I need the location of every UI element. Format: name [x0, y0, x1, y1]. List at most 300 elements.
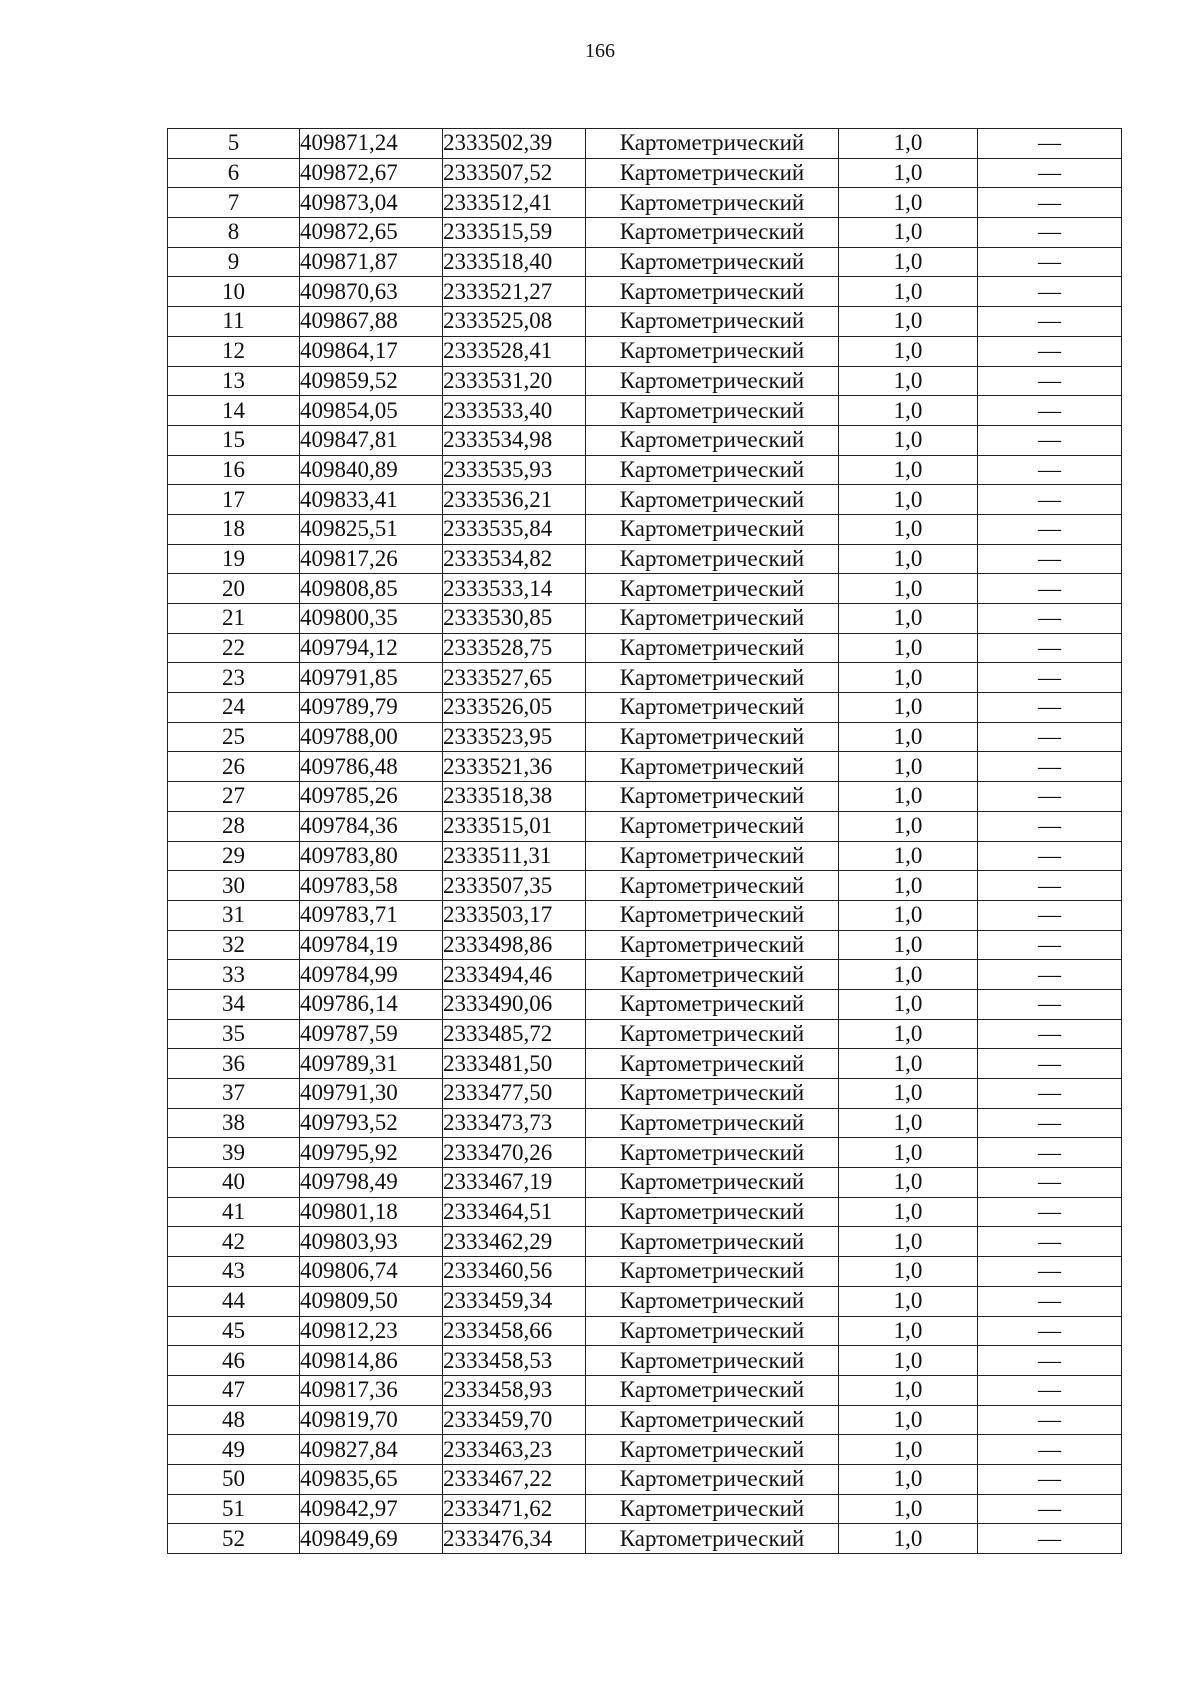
x-coordinate-cell: 409783,80 — [300, 841, 443, 871]
note-cell: — — [978, 930, 1122, 960]
method-cell: Картометрический — [586, 1079, 839, 1109]
accuracy-cell: 1,0 — [839, 1108, 978, 1138]
table-row — [168, 1257, 1122, 1287]
x-coordinate-cell: 409793,52 — [300, 1108, 443, 1138]
table-row — [168, 1375, 1122, 1405]
note-cell: — — [978, 1286, 1122, 1316]
table-row — [168, 604, 1122, 634]
note-cell: — — [978, 425, 1122, 455]
method-cell: Картометрический — [586, 1375, 839, 1405]
x-coordinate-cell: 409800,35 — [300, 604, 443, 634]
accuracy-cell: 1,0 — [839, 396, 978, 426]
accuracy-cell: 1,0 — [839, 1019, 978, 1049]
x-coordinate-cell: 409783,71 — [300, 900, 443, 930]
method-cell: Картометрический — [586, 693, 839, 723]
table-row — [168, 960, 1122, 990]
y-coordinate-cell: 2333464,51 — [443, 1197, 586, 1227]
point-number-cell: 14 — [168, 396, 300, 426]
note-cell: — — [978, 1138, 1122, 1168]
accuracy-cell: 1,0 — [839, 307, 978, 337]
x-coordinate-cell: 409871,24 — [300, 129, 443, 159]
x-coordinate-cell: 409871,87 — [300, 247, 443, 277]
y-coordinate-cell: 2333481,50 — [443, 1049, 586, 1079]
point-number-cell: 13 — [168, 366, 300, 396]
table-row — [168, 1079, 1122, 1109]
note-cell: — — [978, 455, 1122, 485]
note-cell: — — [978, 574, 1122, 604]
x-coordinate-cell: 409812,23 — [300, 1316, 443, 1346]
accuracy-cell: 1,0 — [839, 574, 978, 604]
y-coordinate-cell: 2333535,84 — [443, 514, 586, 544]
accuracy-cell: 1,0 — [839, 1257, 978, 1287]
x-coordinate-cell: 409784,99 — [300, 960, 443, 990]
accuracy-cell: 1,0 — [839, 514, 978, 544]
table-row — [168, 425, 1122, 455]
point-number-cell: 30 — [168, 871, 300, 901]
y-coordinate-cell: 2333459,34 — [443, 1286, 586, 1316]
accuracy-cell: 1,0 — [839, 1316, 978, 1346]
note-cell: — — [978, 1079, 1122, 1109]
table-row — [168, 396, 1122, 426]
x-coordinate-cell: 409803,93 — [300, 1227, 443, 1257]
x-coordinate-cell: 409817,26 — [300, 544, 443, 574]
y-coordinate-cell: 2333463,23 — [443, 1435, 586, 1465]
note-cell: — — [978, 900, 1122, 930]
table-row — [168, 1019, 1122, 1049]
point-number-cell: 43 — [168, 1257, 300, 1287]
accuracy-cell: 1,0 — [839, 336, 978, 366]
method-cell: Картометрический — [586, 247, 839, 277]
point-number-cell: 25 — [168, 722, 300, 752]
method-cell: Картометрический — [586, 129, 839, 159]
point-number-cell: 23 — [168, 663, 300, 693]
method-cell: Картометрический — [586, 1019, 839, 1049]
y-coordinate-cell: 2333458,93 — [443, 1375, 586, 1405]
note-cell: — — [978, 1346, 1122, 1376]
accuracy-cell: 1,0 — [839, 1168, 978, 1198]
y-coordinate-cell: 2333534,82 — [443, 544, 586, 574]
note-cell: — — [978, 871, 1122, 901]
y-coordinate-cell: 2333458,53 — [443, 1346, 586, 1376]
table-row — [168, 336, 1122, 366]
y-coordinate-cell: 2333530,85 — [443, 604, 586, 634]
method-cell: Картометрический — [586, 841, 839, 871]
method-cell: Картометрический — [586, 425, 839, 455]
point-number-cell: 16 — [168, 455, 300, 485]
y-coordinate-cell: 2333535,93 — [443, 455, 586, 485]
note-cell: — — [978, 366, 1122, 396]
y-coordinate-cell: 2333521,36 — [443, 752, 586, 782]
method-cell: Картометрический — [586, 1257, 839, 1287]
x-coordinate-cell: 409809,50 — [300, 1286, 443, 1316]
y-coordinate-cell: 2333527,65 — [443, 663, 586, 693]
table-row — [168, 1464, 1122, 1494]
note-cell: — — [978, 514, 1122, 544]
x-coordinate-cell: 409814,86 — [300, 1346, 443, 1376]
method-cell: Картометрический — [586, 1464, 839, 1494]
point-number-cell: 31 — [168, 900, 300, 930]
y-coordinate-cell: 2333470,26 — [443, 1138, 586, 1168]
point-number-cell: 20 — [168, 574, 300, 604]
table-row — [168, 989, 1122, 1019]
note-cell: — — [978, 633, 1122, 663]
method-cell: Картометрический — [586, 900, 839, 930]
x-coordinate-cell: 409864,17 — [300, 336, 443, 366]
note-cell: — — [978, 1464, 1122, 1494]
x-coordinate-cell: 409783,58 — [300, 871, 443, 901]
y-coordinate-cell: 2333476,34 — [443, 1524, 586, 1554]
table-row — [168, 1138, 1122, 1168]
x-coordinate-cell: 409798,49 — [300, 1168, 443, 1198]
y-coordinate-cell: 2333490,06 — [443, 989, 586, 1019]
table-row — [168, 1108, 1122, 1138]
method-cell: Картометрический — [586, 1049, 839, 1079]
method-cell: Картометрический — [586, 811, 839, 841]
method-cell: Картометрический — [586, 188, 839, 218]
y-coordinate-cell: 2333458,66 — [443, 1316, 586, 1346]
accuracy-cell: 1,0 — [839, 188, 978, 218]
x-coordinate-cell: 409825,51 — [300, 514, 443, 544]
accuracy-cell: 1,0 — [839, 1227, 978, 1257]
x-coordinate-cell: 409872,65 — [300, 218, 443, 248]
note-cell: — — [978, 336, 1122, 366]
accuracy-cell: 1,0 — [839, 1049, 978, 1079]
table-row — [168, 811, 1122, 841]
x-coordinate-cell: 409801,18 — [300, 1197, 443, 1227]
y-coordinate-cell: 2333502,39 — [443, 129, 586, 159]
x-coordinate-cell: 409791,85 — [300, 663, 443, 693]
note-cell: — — [978, 1108, 1122, 1138]
y-coordinate-cell: 2333459,70 — [443, 1405, 586, 1435]
point-number-cell: 5 — [168, 129, 300, 159]
method-cell: Картометрический — [586, 307, 839, 337]
point-number-cell: 39 — [168, 1138, 300, 1168]
table-row — [168, 514, 1122, 544]
point-number-cell: 38 — [168, 1108, 300, 1138]
point-number-cell: 27 — [168, 782, 300, 812]
x-coordinate-cell: 409806,74 — [300, 1257, 443, 1287]
accuracy-cell: 1,0 — [839, 1494, 978, 1524]
x-coordinate-cell: 409786,48 — [300, 752, 443, 782]
note-cell: — — [978, 811, 1122, 841]
x-coordinate-cell: 409870,63 — [300, 277, 443, 307]
point-number-cell: 15 — [168, 425, 300, 455]
table-row — [168, 1524, 1122, 1554]
x-coordinate-cell: 409872,67 — [300, 158, 443, 188]
y-coordinate-cell: 2333477,50 — [443, 1079, 586, 1109]
point-number-cell: 40 — [168, 1168, 300, 1198]
x-coordinate-cell: 409842,97 — [300, 1494, 443, 1524]
accuracy-cell: 1,0 — [839, 1464, 978, 1494]
note-cell: — — [978, 307, 1122, 337]
x-coordinate-cell: 409784,36 — [300, 811, 443, 841]
x-coordinate-cell: 409795,92 — [300, 1138, 443, 1168]
y-coordinate-cell: 2333526,05 — [443, 693, 586, 723]
note-cell: — — [978, 485, 1122, 515]
point-number-cell: 47 — [168, 1375, 300, 1405]
x-coordinate-cell: 409789,31 — [300, 1049, 443, 1079]
point-number-cell: 29 — [168, 841, 300, 871]
y-coordinate-cell: 2333534,98 — [443, 425, 586, 455]
point-number-cell: 36 — [168, 1049, 300, 1079]
point-number-cell: 18 — [168, 514, 300, 544]
table-row — [168, 129, 1122, 159]
note-cell: — — [978, 663, 1122, 693]
note-cell: — — [978, 544, 1122, 574]
accuracy-cell: 1,0 — [839, 1079, 978, 1109]
note-cell: — — [978, 782, 1122, 812]
note-cell: — — [978, 604, 1122, 634]
accuracy-cell: 1,0 — [839, 782, 978, 812]
y-coordinate-cell: 2333521,27 — [443, 277, 586, 307]
x-coordinate-cell: 409817,36 — [300, 1375, 443, 1405]
method-cell: Картометрический — [586, 396, 839, 426]
accuracy-cell: 1,0 — [839, 129, 978, 159]
table-row — [168, 1435, 1122, 1465]
note-cell: — — [978, 1049, 1122, 1079]
x-coordinate-cell: 409786,14 — [300, 989, 443, 1019]
method-cell: Картометрический — [586, 1197, 839, 1227]
x-coordinate-cell: 409833,41 — [300, 485, 443, 515]
accuracy-cell: 1,0 — [839, 633, 978, 663]
point-number-cell: 8 — [168, 218, 300, 248]
table-row — [168, 1316, 1122, 1346]
accuracy-cell: 1,0 — [839, 544, 978, 574]
x-coordinate-cell: 409788,00 — [300, 722, 443, 752]
method-cell: Картометрический — [586, 277, 839, 307]
point-number-cell: 51 — [168, 1494, 300, 1524]
x-coordinate-cell: 409854,05 — [300, 396, 443, 426]
accuracy-cell: 1,0 — [839, 871, 978, 901]
x-coordinate-cell: 409847,81 — [300, 425, 443, 455]
accuracy-cell: 1,0 — [839, 247, 978, 277]
y-coordinate-cell: 2333511,31 — [443, 841, 586, 871]
method-cell: Картометрический — [586, 1138, 839, 1168]
note-cell: — — [978, 277, 1122, 307]
accuracy-cell: 1,0 — [839, 218, 978, 248]
point-number-cell: 46 — [168, 1346, 300, 1376]
method-cell: Картометрический — [586, 336, 839, 366]
y-coordinate-cell: 2333512,41 — [443, 188, 586, 218]
y-coordinate-cell: 2333528,41 — [443, 336, 586, 366]
method-cell: Картометрический — [586, 1346, 839, 1376]
note-cell: — — [978, 158, 1122, 188]
note-cell: — — [978, 960, 1122, 990]
table-row — [168, 693, 1122, 723]
note-cell: — — [978, 693, 1122, 723]
accuracy-cell: 1,0 — [839, 960, 978, 990]
point-number-cell: 45 — [168, 1316, 300, 1346]
point-number-cell: 9 — [168, 247, 300, 277]
y-coordinate-cell: 2333494,46 — [443, 960, 586, 990]
method-cell: Картометрический — [586, 218, 839, 248]
point-number-cell: 19 — [168, 544, 300, 574]
y-coordinate-cell: 2333531,20 — [443, 366, 586, 396]
note-cell: — — [978, 396, 1122, 426]
table-row — [168, 1405, 1122, 1435]
point-number-cell: 42 — [168, 1227, 300, 1257]
point-number-cell: 33 — [168, 960, 300, 990]
method-cell: Картометрический — [586, 722, 839, 752]
table-row — [168, 782, 1122, 812]
accuracy-cell: 1,0 — [839, 989, 978, 1019]
table-row — [168, 930, 1122, 960]
accuracy-cell: 1,0 — [839, 366, 978, 396]
method-cell: Картометрический — [586, 752, 839, 782]
y-coordinate-cell: 2333533,40 — [443, 396, 586, 426]
x-coordinate-cell: 409791,30 — [300, 1079, 443, 1109]
accuracy-cell: 1,0 — [839, 900, 978, 930]
table-row — [168, 871, 1122, 901]
accuracy-cell: 1,0 — [839, 722, 978, 752]
y-coordinate-cell: 2333507,52 — [443, 158, 586, 188]
y-coordinate-cell: 2333471,62 — [443, 1494, 586, 1524]
table-row — [168, 1168, 1122, 1198]
point-number-cell: 26 — [168, 752, 300, 782]
y-coordinate-cell: 2333515,01 — [443, 811, 586, 841]
method-cell: Картометрический — [586, 1405, 839, 1435]
method-cell: Картометрический — [586, 782, 839, 812]
x-coordinate-cell: 409789,79 — [300, 693, 443, 723]
x-coordinate-cell: 409785,26 — [300, 782, 443, 812]
table-row — [168, 455, 1122, 485]
x-coordinate-cell: 409827,84 — [300, 1435, 443, 1465]
y-coordinate-cell: 2333485,72 — [443, 1019, 586, 1049]
accuracy-cell: 1,0 — [839, 930, 978, 960]
point-number-cell: 11 — [168, 307, 300, 337]
table-row — [168, 1494, 1122, 1524]
note-cell: — — [978, 752, 1122, 782]
x-coordinate-cell: 409835,65 — [300, 1464, 443, 1494]
x-coordinate-cell: 409849,69 — [300, 1524, 443, 1554]
point-number-cell: 44 — [168, 1286, 300, 1316]
method-cell: Картометрический — [586, 1108, 839, 1138]
method-cell: Картометрический — [586, 663, 839, 693]
accuracy-cell: 1,0 — [839, 1346, 978, 1376]
method-cell: Картометрический — [586, 930, 839, 960]
table-row — [168, 158, 1122, 188]
coordinates-table-body — [168, 129, 1122, 1554]
table-row — [168, 663, 1122, 693]
point-number-cell: 24 — [168, 693, 300, 723]
method-cell: Картометрический — [586, 871, 839, 901]
table-row — [168, 1227, 1122, 1257]
note-cell: — — [978, 1494, 1122, 1524]
point-number-cell: 37 — [168, 1079, 300, 1109]
method-cell: Картометрический — [586, 604, 839, 634]
accuracy-cell: 1,0 — [839, 1286, 978, 1316]
x-coordinate-cell: 409787,59 — [300, 1019, 443, 1049]
y-coordinate-cell: 2333507,35 — [443, 871, 586, 901]
table-row — [168, 307, 1122, 337]
table-row — [168, 188, 1122, 218]
table-row — [168, 366, 1122, 396]
y-coordinate-cell: 2333515,59 — [443, 218, 586, 248]
y-coordinate-cell: 2333536,21 — [443, 485, 586, 515]
note-cell: — — [978, 188, 1122, 218]
accuracy-cell: 1,0 — [839, 752, 978, 782]
note-cell: — — [978, 218, 1122, 248]
method-cell: Картометрический — [586, 158, 839, 188]
table-row — [168, 574, 1122, 604]
point-number-cell: 28 — [168, 811, 300, 841]
method-cell: Картометрический — [586, 514, 839, 544]
method-cell: Картометрический — [586, 1435, 839, 1465]
x-coordinate-cell: 409819,70 — [300, 1405, 443, 1435]
y-coordinate-cell: 2333473,73 — [443, 1108, 586, 1138]
accuracy-cell: 1,0 — [839, 485, 978, 515]
point-number-cell: 32 — [168, 930, 300, 960]
accuracy-cell: 1,0 — [839, 455, 978, 485]
point-number-cell: 52 — [168, 1524, 300, 1554]
accuracy-cell: 1,0 — [839, 1138, 978, 1168]
note-cell: — — [978, 989, 1122, 1019]
method-cell: Картометрический — [586, 1524, 839, 1554]
x-coordinate-cell: 409808,85 — [300, 574, 443, 604]
point-number-cell: 17 — [168, 485, 300, 515]
accuracy-cell: 1,0 — [839, 693, 978, 723]
accuracy-cell: 1,0 — [839, 1435, 978, 1465]
y-coordinate-cell: 2333503,17 — [443, 900, 586, 930]
point-number-cell: 10 — [168, 277, 300, 307]
point-number-cell: 49 — [168, 1435, 300, 1465]
x-coordinate-cell: 409867,88 — [300, 307, 443, 337]
accuracy-cell: 1,0 — [839, 277, 978, 307]
y-coordinate-cell: 2333460,56 — [443, 1257, 586, 1287]
method-cell: Картометрический — [586, 1227, 839, 1257]
x-coordinate-cell: 409794,12 — [300, 633, 443, 663]
x-coordinate-cell: 409873,04 — [300, 188, 443, 218]
note-cell: — — [978, 247, 1122, 277]
x-coordinate-cell: 409859,52 — [300, 366, 443, 396]
y-coordinate-cell: 2333498,86 — [443, 930, 586, 960]
x-coordinate-cell: 409840,89 — [300, 455, 443, 485]
note-cell: — — [978, 1435, 1122, 1465]
note-cell: — — [978, 841, 1122, 871]
table-row — [168, 1049, 1122, 1079]
point-number-cell: 22 — [168, 633, 300, 663]
note-cell: — — [978, 1197, 1122, 1227]
point-number-cell: 50 — [168, 1464, 300, 1494]
point-number-cell: 12 — [168, 336, 300, 366]
note-cell: — — [978, 1019, 1122, 1049]
method-cell: Картометрический — [586, 1316, 839, 1346]
accuracy-cell: 1,0 — [839, 841, 978, 871]
table-row — [168, 485, 1122, 515]
method-cell: Картометрический — [586, 455, 839, 485]
note-cell: — — [978, 1405, 1122, 1435]
point-number-cell: 41 — [168, 1197, 300, 1227]
y-coordinate-cell: 2333462,29 — [443, 1227, 586, 1257]
table-row — [168, 752, 1122, 782]
method-cell: Картометрический — [586, 1494, 839, 1524]
coordinates-table — [167, 128, 1122, 1554]
x-coordinate-cell: 409784,19 — [300, 930, 443, 960]
accuracy-cell: 1,0 — [839, 425, 978, 455]
table-row — [168, 277, 1122, 307]
point-number-cell: 34 — [168, 989, 300, 1019]
method-cell: Картометрический — [586, 989, 839, 1019]
accuracy-cell: 1,0 — [839, 1405, 978, 1435]
point-number-cell: 6 — [168, 158, 300, 188]
accuracy-cell: 1,0 — [839, 604, 978, 634]
table-row — [168, 1197, 1122, 1227]
accuracy-cell: 1,0 — [839, 1524, 978, 1554]
method-cell: Картометрический — [586, 960, 839, 990]
note-cell: — — [978, 1168, 1122, 1198]
table-row — [168, 247, 1122, 277]
y-coordinate-cell: 2333518,38 — [443, 782, 586, 812]
